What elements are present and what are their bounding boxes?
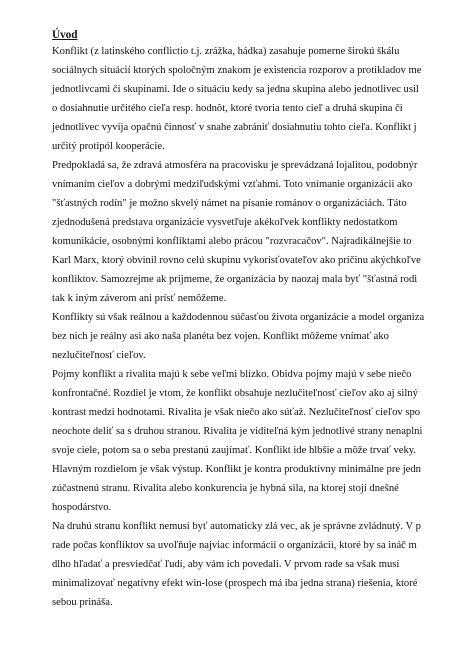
text-line-29: minimalizovať negatívny efekt win-lose (prospech má iba jedna strana) riešenia, ktoré <box>52 578 418 589</box>
heading: Úvod <box>52 29 78 41</box>
text-line-6: určitý protipól kooperácie. <box>52 141 165 152</box>
text-line-1: Konflikt (z latinského conflictio t.j. zrážka, hádka) zasahuje pomerne širokú škálu <box>52 46 400 57</box>
text-line-26: Na druhú stranu konflikt nemusí byť automaticky zlá vec, ak je správne zvládnutý. V p <box>52 521 421 532</box>
text-line-17: nezlučiteľnosť cieľov. <box>52 350 146 361</box>
text-line-11: komunikácie, osobnými konfliktami alebo prácou "rozvracačov". Najradikálnejšie to <box>52 236 412 247</box>
text-line-13: konfliktov. Samozrejme ak prijmeme, že organizácia by naozaj mala byť "šťastná rodi <box>52 274 418 285</box>
text-line-9: "šťastných rodín" je možno skvelý námet na písanie románov o organizáciách. Táto <box>52 198 407 209</box>
text-line-20: kontrast medzi hodnotami. Rivalita je však niečo ako súťaž. Nezlučiteľnosť cieľov spo <box>52 407 421 418</box>
text-line-2: sociálnych situácií ktorých spoločným znakom je existencia rozporov a protikladov me <box>52 65 422 76</box>
text-line-10: zjednodušená predstava organizácie vysvetľuje akékoľvek konflikty nedostatkom <box>52 217 398 228</box>
text-line-19: konfrontačné. Rozdiel je vtom, že konflikt obsahuje nezlučiteľnosť cieľov ako aj silný <box>52 388 418 399</box>
text-line-21: neochote deliť sa s druhou stranou. Rivalita je viditeľná kým jednotlivé strany nenaplni <box>52 426 423 437</box>
text-line-8: vnímaním cieľov a dobrými medziľudskými vzťahmi. Toto vnímanie organizácii ako <box>52 179 413 190</box>
text-line-27: rade počas konfliktov sa uvoľňuje najviac informácií o organizácii, ktoré by sa ináč m <box>52 540 417 551</box>
text-line-25: hospodárstvo. <box>52 502 112 513</box>
text-line-23: Hlavným rozdielom je však výstup. Konflikt je kontra produktívny minimálne pre jedn <box>52 464 421 475</box>
text-line-4: o dosiahnutie určitého cieľa resp. hodnôt, ktoré tvoria tento cieľ a druhá skupina či <box>52 103 403 114</box>
text-line-15: Konflikty sú však reálnou a každodennou súčasťou života organizácie a model organiza <box>52 312 425 323</box>
text-line-22: svoje ciele, potom sa o seba prestanú zaujímať. Konflikt ide hlbšie a môže trvať veky. <box>52 445 417 456</box>
text-line-14: tak k iným záverom ani prísť nemôžeme. <box>52 293 227 304</box>
text-line-16: bez nich je reálny asi ako naša planéta bez vojen. Konflikt môžeme vnímať ako <box>52 331 389 342</box>
text-line-3: jednotlivcami či skupinami. Ide o situáciu kedy sa jedna skupina alebo jednotlivec usil <box>52 84 419 95</box>
text-line-28: dlho hľadať a presviedčať ľudí, aby vám ich povedali. V prvom rade sa však musí <box>52 559 400 570</box>
text-line-30: sebou prináša. <box>52 597 113 608</box>
text-line-5: jednotlivec vyvíja opačnú činnosť v snahe zabrániť dosiahnutiu tohto cieľa. Konflikt j <box>52 122 417 133</box>
text-line-7: Predpokladá sa, že zdravá atmosféra na pracovisku je sprevádzaná lojalitou, podobnýr <box>52 160 418 171</box>
text-line-24: zúčastnenú stranu. Rivalita alebo konkurencia je hybná sila, na ktorej stojí dnešné <box>52 483 399 494</box>
text-line-12: Karl Marx, ktorý obvinil rovno celú skupinu vykorisťovateľov ako príčinu akýchkoľve <box>52 255 421 266</box>
text-line-18: Pojmy konflikt a rivalita majú k sebe veľmi blízko. Obidva pojmy majú v sebe niečo <box>52 369 412 380</box>
